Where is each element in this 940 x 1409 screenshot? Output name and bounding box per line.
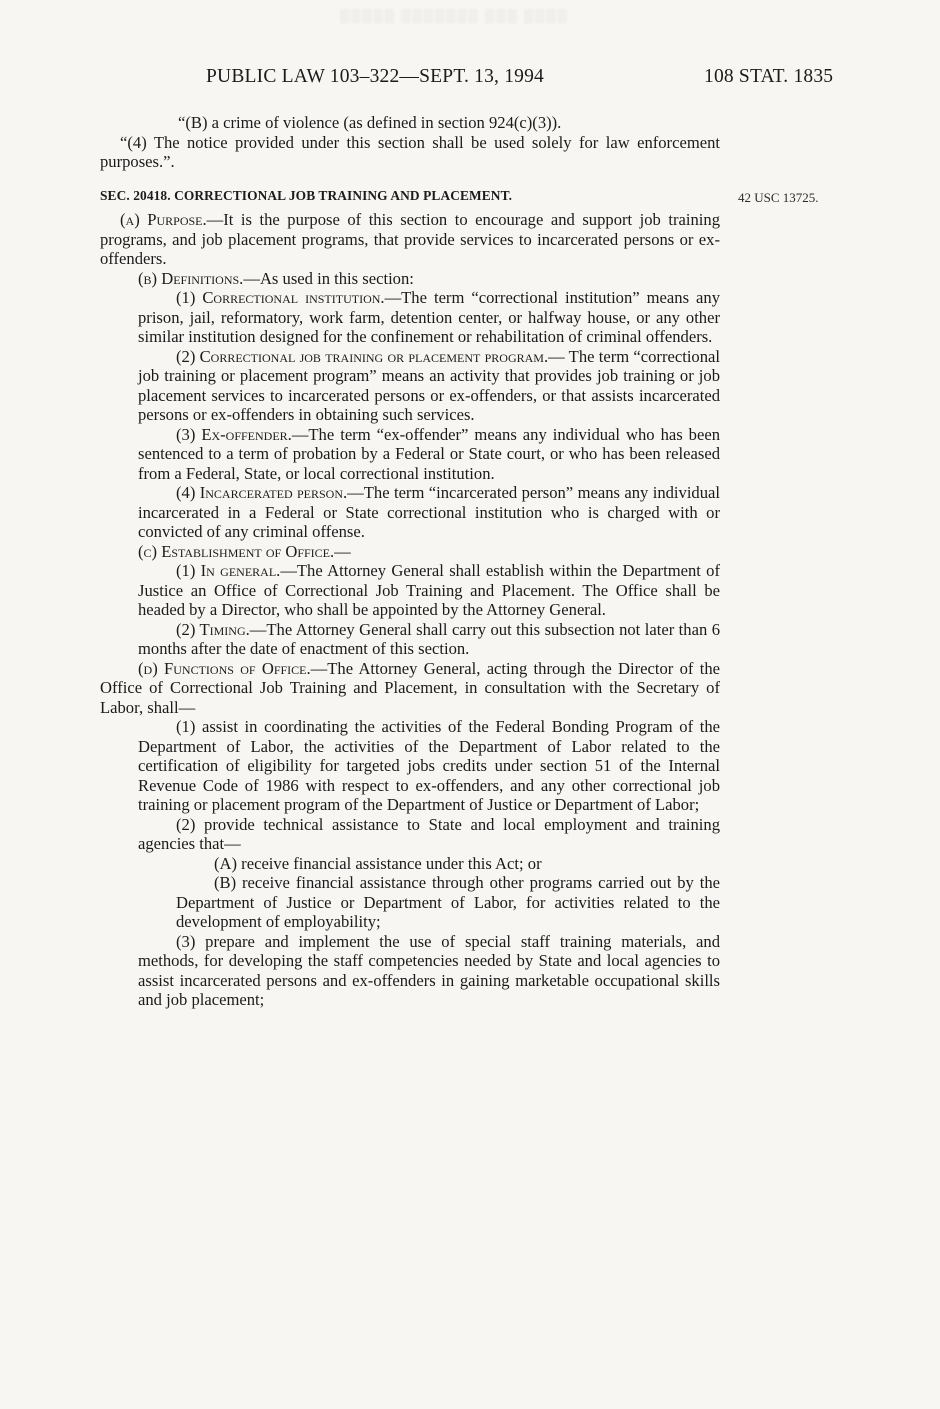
paragraph-d1: (1) assist in coordinating the activities of the Federal Bonding Program of the Department of Labor, the activities of the Department of Labor related to the certification of eligibility for targeted jobs credits under section 51 of the Internal Revenue Code of 1986 with respect to ex-offenders, and any other correctional job training or placement program of the Department of Justice or Department of Labor;	[138, 717, 720, 814]
paragraph-d2B: (B) receive financial assistance through other programs carried out by the Department of Justice or Department of Labor, for activities related to the development of employability;	[176, 873, 720, 931]
paragraph-d3: (3) prepare and implement the use of special staff training materials, and methods, for developing the staff competencies needed by State and local agencies to assist incarcerated persons and ex-offenders in gaining marketable occupational skills and job placement;	[138, 931, 720, 1009]
paragraph-c1: (1) In general.—The Attorney General shall establish within the Department of Justice an Office of Correctional Job Training and Placement. The Office shall be headed by a Director, who shall be appointed by the Attorney General.	[138, 561, 721, 619]
heading-d: (d) Functions of Office.	[138, 658, 311, 678]
heading-b1: (1) Correctional institution.	[176, 288, 385, 307]
paragraph-B: “(B) a crime of violence (as defined in section 924(c)(3)).	[178, 113, 562, 132]
paragraph-a: (a) Purpose.—It is the purpose of this section to encourage and support job training programs, and job placement programs, that provide services to incarcerated persons or ex-offenders.	[100, 210, 720, 268]
paragraph-d: (d) Functions of Office.—The Attorney General, acting through the Director of the Office of Correctional Job Training and Placement, in consultation with the Secretary of Labor, shall—	[100, 658, 721, 717]
paragraph-c: (c) Establishment of Office.—	[138, 541, 351, 561]
paragraph-4: “(4) The notice provided under this section shall be used solely for law enforcement purposes.”.	[100, 132, 720, 171]
paragraph-b2: (2) Correctional job training or placement program.— The term “correctional job training or placement program” means an activity that provides job training or job placement services to incarcerated persons or ex-offenders, or that assists incarcerated persons or ex-offenders in obtaining such services.	[138, 346, 720, 424]
header-title: PUBLIC LAW 103–322—SEPT. 13, 1994	[206, 66, 544, 87]
header-stat-page: 108 STAT. 1835	[704, 66, 834, 87]
paragraph-c2: (2) Timing.—The Attorney General shall carry out this subsection not later than 6 months after the date of enactment of this section.	[138, 619, 720, 658]
heading-b2: (2) Correctional job training or placement program.	[176, 346, 549, 366]
paragraph-d2A: (A) receive financial assistance under this Act; or	[214, 853, 542, 873]
heading-b3: (3) Ex-offender.	[176, 424, 292, 444]
statute-body	[100, 113, 720, 1010]
heading-b: (b) Definitions.	[138, 268, 244, 288]
paragraph-b1: (1) Correctional institution.—The term “correctional institution” means any prison, jail, reformatory, work farm, detention center, or halfway house, or any other similar institution designed for the confinement or rehabilitation of criminal offenders.	[138, 288, 721, 346]
section-heading: SEC. 20418. CORRECTIONAL JOB TRAINING AND PLACEMENT.	[100, 187, 513, 203]
heading-c1: (1) In general.	[176, 561, 281, 580]
heading-c: (c) Establishment of Office.	[138, 541, 335, 561]
paragraph-b: (b) Definitions.—As used in this section:	[138, 268, 414, 288]
bleed-through-smudge: ▒▒▒▒▒ ▒▒▒▒▒▒▒ ▒▒▒ ▒▒▒▒	[340, 8, 569, 23]
paragraph-b4: (4) Incarcerated person.—The term “incarcerated person” means any individual incarcerated in a Federal or State correctional institution who is charged with or convicted of any criminal offense.	[138, 483, 720, 541]
margin-citation: 42 USC 13725.	[738, 190, 819, 205]
heading-b4: (4) Incarcerated person.	[176, 483, 348, 502]
paragraph-d2: (2) provide technical assistance to State and local employment and training agencies that—	[138, 814, 720, 853]
page-header	[0, 66, 940, 96]
paragraph-b3: (3) Ex-offender.—The term “ex-offender” means any individual who has been sentenced to a term of probation by a Federal or State court, or who has been released from a Federal, State, or local correctional institution.	[138, 424, 721, 483]
heading-c2: (2) Timing.	[176, 619, 250, 639]
heading-a: (a) Purpose.	[120, 210, 207, 229]
